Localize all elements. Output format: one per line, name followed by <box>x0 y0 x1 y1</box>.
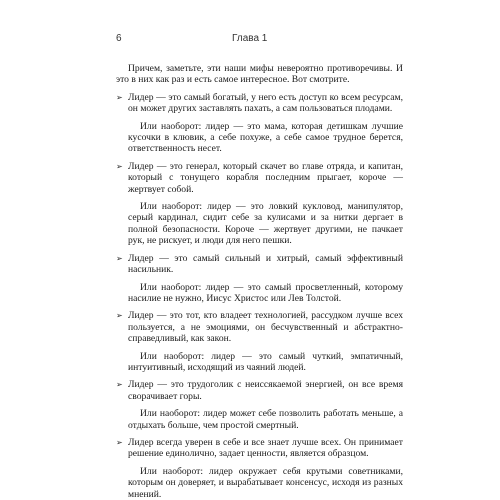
list-item-text: Лидер всегда уверен в себе и все знает лучше всех. Он принимает решение единолично, задает ценности, является образцом. <box>128 436 403 460</box>
page-number: 6 <box>116 33 122 44</box>
alternative-paragraph: Или наоборот: лидер — это мама, которая детишкам лучшие кусочки в клювик, а себе похуже, а себе самое трудное берется, ответственность несет. <box>128 120 403 155</box>
list-item <box>116 379 403 402</box>
running-head: Глава 1 <box>232 33 268 44</box>
list-item <box>116 253 403 276</box>
list-item <box>116 161 403 195</box>
alternative-paragraph: Или наоборот: лидер может себе позволить работать меньше, а отдыхать больше, чем простой смертный. <box>128 408 403 431</box>
alternative-paragraph: Или наоборот: лидер окружает себя крутыми советниками, которым он доверяет, и вырабатывает консенсус, исходя из разных мнений. <box>128 465 403 500</box>
page-header <box>116 33 406 47</box>
intro-paragraph: Причем, заметьте, эти наши мифы невероятно противоречивы. И это в них как раз и есть самое интересное. Вот смотрите. <box>116 63 403 86</box>
arrow-bullet-icon: ➢ <box>116 311 123 321</box>
arrow-bullet-icon: ➢ <box>116 380 123 390</box>
list-item <box>116 310 403 344</box>
list-item <box>116 437 403 460</box>
alternative-paragraph: Или наоборот: лидер — это самый просветленный, которому насилие не нужно, Иисус Христос или Лев Толстой. <box>128 281 403 304</box>
list-item-text: Лидер — это трудоголик с неиссякаемой энергией, он все время сворачивает горы. <box>128 379 403 402</box>
list-item-text: Лидер — это тот, кто владеет технологией, рассудком лучше всех пользуется, а не эмоциями, он бесчувственный и абстрактно-справедливый, как закон. <box>128 310 403 345</box>
list-item-text: Лидер — это самый богатый, у него есть доступ ко всем ресурсам, он может других заставлять пахать, а сам пользоваться плодами. <box>128 91 403 115</box>
alternative-paragraph: Или наоборот: лидер — это ловкий кукловод, манипулятор, серый кардинал, сидит себе за кулисами и за нитки дергает в полной безопасности. Короче — жертвует другими, не пачкает рук, не рискует, и люди для него пешки. <box>128 201 403 247</box>
arrow-bullet-icon: ➢ <box>116 92 123 102</box>
list-item <box>116 92 403 115</box>
arrow-bullet-icon: ➢ <box>116 253 123 263</box>
page-body <box>116 63 403 500</box>
arrow-bullet-icon: ➢ <box>116 437 123 447</box>
list-item-text: Лидер — это самый сильный и хитрый, самый эффективный насильник. <box>128 252 403 276</box>
list-item-text: Лидер — это генерал, который скачет во главе отряда, и капитан, который с тонущего корабля последним прыгает, короче — жертвует собой. <box>128 160 403 195</box>
alternative-paragraph: Или наоборот: лидер — это самый чуткий, эмпатичный, интуитивный, исходящий из чаяний людей. <box>128 350 403 373</box>
arrow-bullet-icon: ➢ <box>116 161 123 171</box>
